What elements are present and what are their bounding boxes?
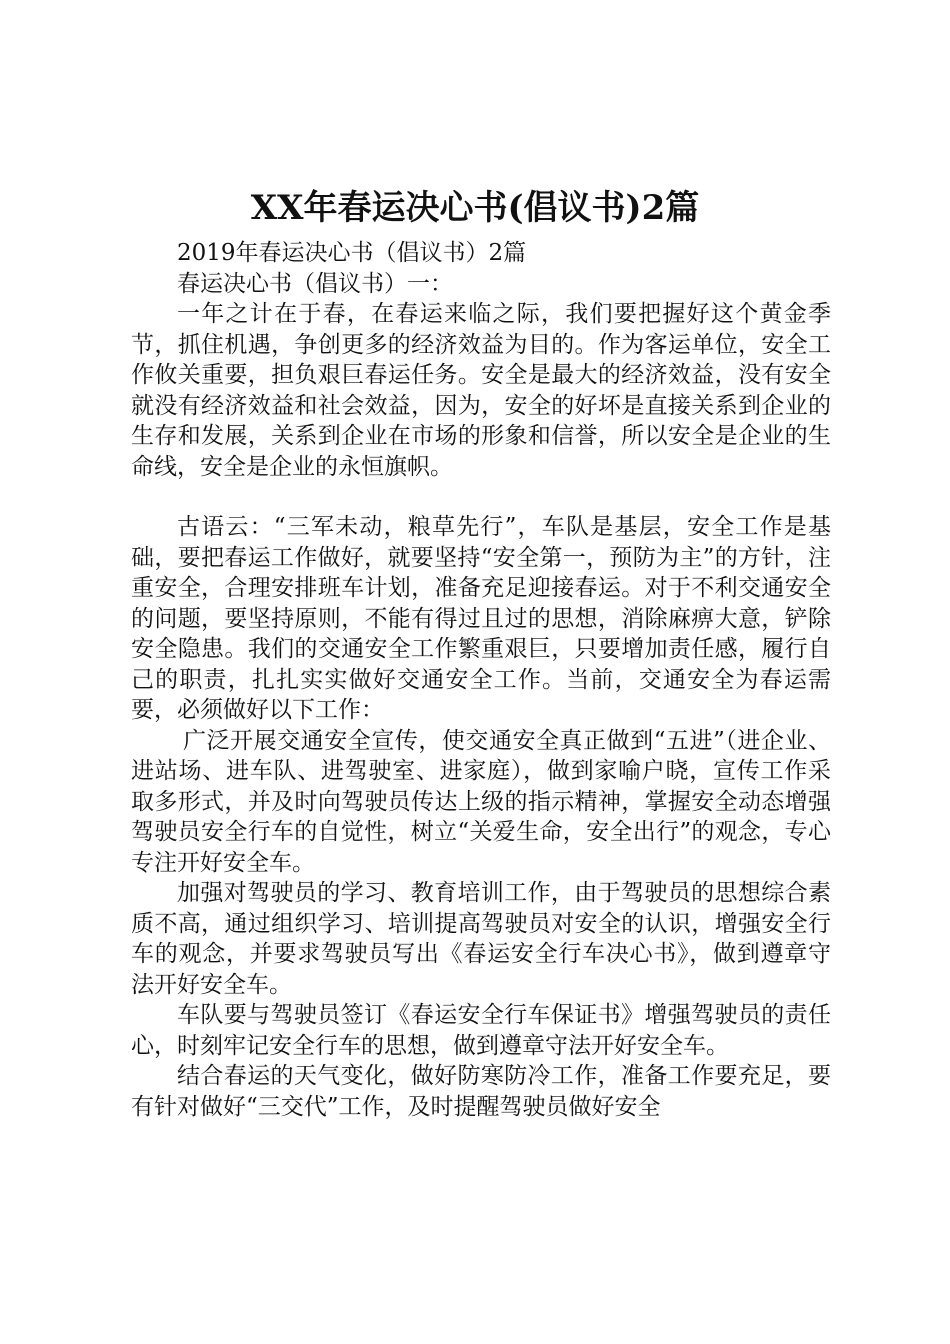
paragraph: 车队要与驾驶员签订《春运安全行车保证书》增强驾驶员的责任心，时刻牢记安全行车的思想，做到遵章守法开好安全车。: [131, 1002, 831, 1059]
paragraph: 广泛开展交通安全宣传，使交通安全真正做到“五进”（进企业、进站场、进车队、进驾驶室、进家庭），做到家喻户晓，宣传工作采取多形式，并及时向驾驶员传达上级的指示精神，掌握安全动态增强驾驶员安全行车的自觉性，树立“关爱生命，安全出行”的观念，专心专注开好安全车。: [131, 727, 831, 876]
document-body: [131, 238, 831, 1122]
paragraph: 结合春运的天气变化，做好防寒防冷工作，准备工作要充足，要有针对做好“三交代”工作，及时提醒驾驶员做好安全: [131, 1063, 831, 1120]
paragraph: 加强对驾驶员的学习、教育培训工作，由于驾驶员的思想综合素质不高，通过组织学习、培训提高驾驶员对安全的认识，增强安全行车的观念，并要求驾驶员写出《春运安全行车决心书》，做到遵章守法开好安全车。: [131, 880, 831, 998]
paragraph: 一年之计在于春，在春运来临之际，我们要把握好这个黄金季节，抓住机遇，争创更多的经济效益为目的。作为客运单位，安全工作攸关重要，担负艰巨春运任务。安全是最大的经济效益，没有安全就没有经济效益和社会效益，因为，安全的好坏是直接关系到企业的生存和发展，关系到企业在市场的形象和信誉，所以安全是企业的生命线，安全是企业的永恒旗帜。: [131, 301, 831, 480]
subtitle-line: 2019年春运决心书（倡议书）2篇: [177, 240, 527, 266]
section-heading: 春运决心书（倡议书）一：: [177, 270, 453, 297]
paragraph: 古语云：“三军未动，粮草先行”，车队是基层，安全工作是基础，要把春运工作做好，就要坚持“安全第一，预防为主”的方针，注重安全，合理安排班车计划，准备充足迎接春运。对于不利交通安全的问题，要坚持原则，不能有得过且过的思想，消除麻痹大意，铲除安全隐患。我们的交通安全工作繁重艰巨，只要增加责任感，履行自己的职责，扎扎实实做好交通安全工作。当前，交通安全为春运需要，必须做好以下工作：: [131, 514, 831, 723]
document-title: XX年春运决心书(倡议书)2篇: [250, 188, 700, 228]
